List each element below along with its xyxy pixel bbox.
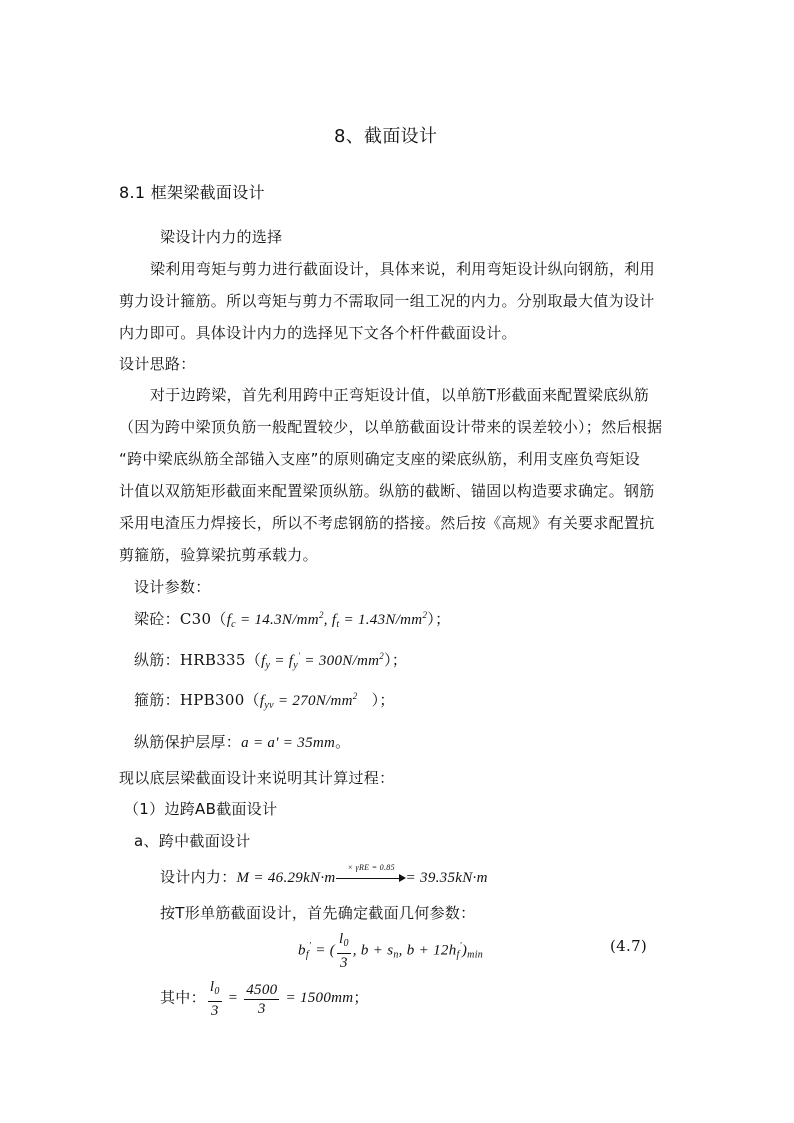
page-title: 8、截面设计 [334, 126, 438, 147]
long-bar-close: ）； [384, 651, 408, 669]
cover-label: 纵筋保护层厚： [134, 733, 242, 751]
stirrup-label: 箍筋： [134, 691, 180, 709]
section-heading: 8.1 框架梁截面设计 [119, 183, 265, 202]
reduction-arrow: × γRE = 0.85 [336, 872, 406, 884]
long-bar-label: 纵筋： [134, 651, 180, 669]
equation-number: (4.7) [610, 937, 648, 955]
para2-line6: 剪箍筋，验算梁抗剪承载力。 [119, 546, 318, 564]
stirrup-line [134, 689, 395, 711]
params-label: 设计参数： [134, 578, 211, 596]
long-bar-formula: $f_y = f_y' = 300N/mm^2$ [261, 651, 385, 671]
concrete-line [134, 608, 450, 630]
example-intro: 现以底层梁截面设计来说明其计算过程： [119, 769, 395, 787]
where-line [160, 978, 369, 1020]
para1-line1: 梁利用弯矩与剪力进行截面设计，具体来说，利用弯矩设计纵向钢筋，利用 [150, 260, 655, 278]
para1-line2: 剪力设计箍筋。所以弯矩与剪力不需取同一组工况的内力。分别取最大值为设计 [119, 292, 655, 310]
design-force-line [160, 862, 488, 887]
where-label: 其中： [160, 988, 206, 1007]
stirrup-close: ）； [371, 691, 395, 709]
t-section-text: 按T形单筋截面设计，首先确定截面几何参数： [160, 904, 476, 922]
concrete-open: （ [211, 610, 227, 628]
para2-line4: 计值以双筋矩形截面来配置梁顶纵筋。纵筋的截断、锚固以构造要求确定。钢筋 [119, 482, 655, 500]
subheading: 梁设计内力的选择 [160, 228, 283, 246]
para2-line3: “跨中梁底纵筋全部锚入支座”的原则确定支座的梁底纵筋，利用支座负弯矩设 [119, 450, 641, 468]
item-1: （1）边跨AB截面设计 [124, 800, 278, 818]
stirrup-open: （ [244, 691, 260, 709]
long-bar-open: （ [245, 651, 262, 669]
long-bar-line [134, 649, 407, 671]
where-formula: $\frac{l_0}{3}$ = $\frac{4500}{3}$ = 1500mm [209, 979, 354, 1019]
design-force-formula: M = 46.29kN·m [236, 870, 336, 886]
concrete-grade: C30 [179, 610, 212, 628]
stirrup-formula: $f_{yv} = 270N/mm^2$ [259, 691, 358, 711]
equation-4-7: $b_f'$ = ( $\frac{l_0}{3}$ , $b + s_n$, $b + 12h_f')_{min}$ [298, 931, 484, 971]
long-bar-grade: HRB335 [179, 651, 246, 669]
cover-end: 。 [335, 733, 351, 751]
para2-line2: （因为跨中梁顶负筋一般配置较少，以单筋截面设计带来的误差较小）；然后根据 [119, 418, 663, 436]
where-end: ； [353, 988, 369, 1007]
para2-line5: 采用电渣压力焊接长，所以不考虑钢筋的搭接。然后按《高规》有关要求配置抗 [119, 514, 655, 532]
para2-line1: 对于边跨梁，首先利用跨中正弯矩设计值，以单筋T形截面来配置梁底纵筋 [150, 386, 650, 404]
concrete-label: 梁砼： [134, 610, 180, 628]
cover-formula: a = a' = 35mm [241, 735, 336, 751]
idea-label: 设计思路： [119, 355, 196, 373]
design-force-label: 设计内力： [160, 868, 237, 886]
concrete-formula: $f_c = 14.3N/mm^2$, $f_t = 1.43N/mm^2$ [226, 610, 428, 630]
stirrup-grade: HPB300 [179, 691, 245, 709]
cover-line [134, 731, 350, 752]
concrete-close: ）； [427, 610, 451, 628]
design-force-result: = 39.35kN·m [405, 870, 488, 886]
item-a: a、跨中截面设计 [134, 832, 251, 850]
para1-line3: 内力即可。具体设计内力的选择见下文各个杆件截面设计。 [119, 324, 517, 342]
